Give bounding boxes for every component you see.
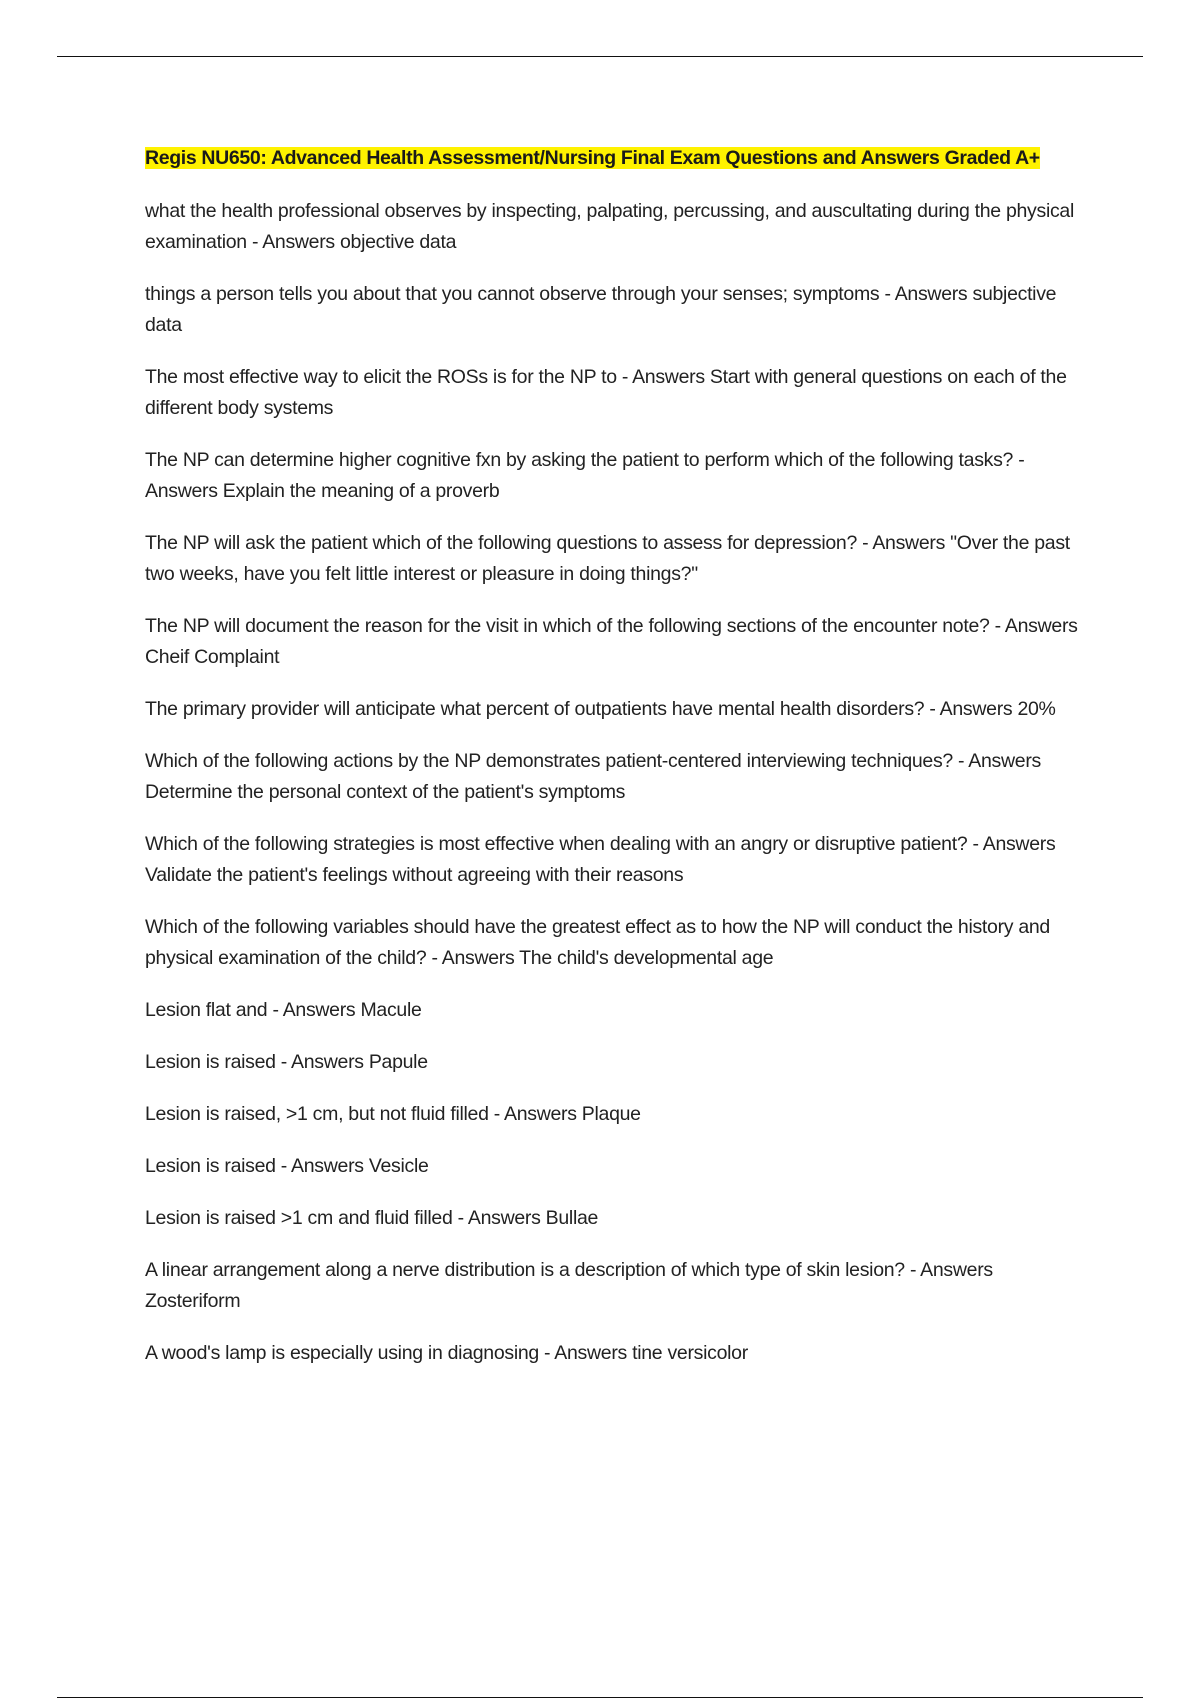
qa-item-8: Which of the following actions by the NP demonstrates patient-centered interviewing techniques? - Answers Determine the personal context of the patient's symptoms <box>145 750 1041 803</box>
qa-item-12: Lesion is raised - Answers Papule <box>145 1051 428 1073</box>
qa-item-17: A wood's lamp is especially using in diagnosing - Answers tine versicolor <box>145 1342 748 1364</box>
document-title: Regis NU650: Advanced Health Assessment/Nursing Final Exam Questions and Answers Graded A+ <box>145 147 1040 169</box>
qa-item-15: Lesion is raised >1 cm and fluid filled - Answers Bullae <box>145 1207 599 1229</box>
qa-item-11: Lesion flat and - Answers Macule <box>145 999 422 1021</box>
qa-item-6: The NP will document the reason for the visit in which of the following sections of the encounter note? - Answers Cheif Complaint <box>145 615 1078 668</box>
qa-item-1: what the health professional observes by inspecting, palpating, percussing, and auscultating during the physical examination - Answers objective data <box>145 200 1075 253</box>
qa-item-3: The most effective way to elicit the ROSs is for the NP to - Answers Start with general questions on each of the different body systems <box>145 366 1067 419</box>
qa-item-5: The NP will ask the patient which of the following questions to assess for depression? - Answers "Over the past two weeks, have you felt little interest or pleasure in doing things?" <box>145 532 1070 585</box>
qa-item-9: Which of the following strategies is most effective when dealing with an angry or disruptive patient? - Answers Validate the patient's feelings without agreeing with their reasons <box>145 833 1056 886</box>
bottom-rule <box>57 1697 1143 1698</box>
qa-item-14: Lesion is raised - Answers Vesicle <box>145 1155 429 1177</box>
qa-item-7: The primary provider will anticipate what percent of outpatients have mental health disorders? - Answers 20% <box>145 698 1056 720</box>
qa-item-2: things a person tells you about that you cannot observe through your senses; symptoms - Answers subjective data <box>145 283 1057 336</box>
document-body <box>145 144 1090 1390</box>
qa-item-13: Lesion is raised, >1 cm, but not fluid filled - Answers Plaque <box>145 1103 641 1125</box>
title-block <box>145 144 1090 174</box>
qa-item-4: The NP can determine higher cognitive fxn by asking the patient to perform which of the following tasks? - Answers Explain the meaning of a proverb <box>145 449 1025 502</box>
qa-item-10: Which of the following variables should have the greatest effect as to how the NP will conduct the history and physical examination of the child? - Answers The child's developmental age <box>145 916 1050 969</box>
qa-item-16: A linear arrangement along a nerve distribution is a description of which type of skin lesion? - Answers Zosteriform <box>145 1259 993 1312</box>
top-rule <box>57 56 1143 57</box>
